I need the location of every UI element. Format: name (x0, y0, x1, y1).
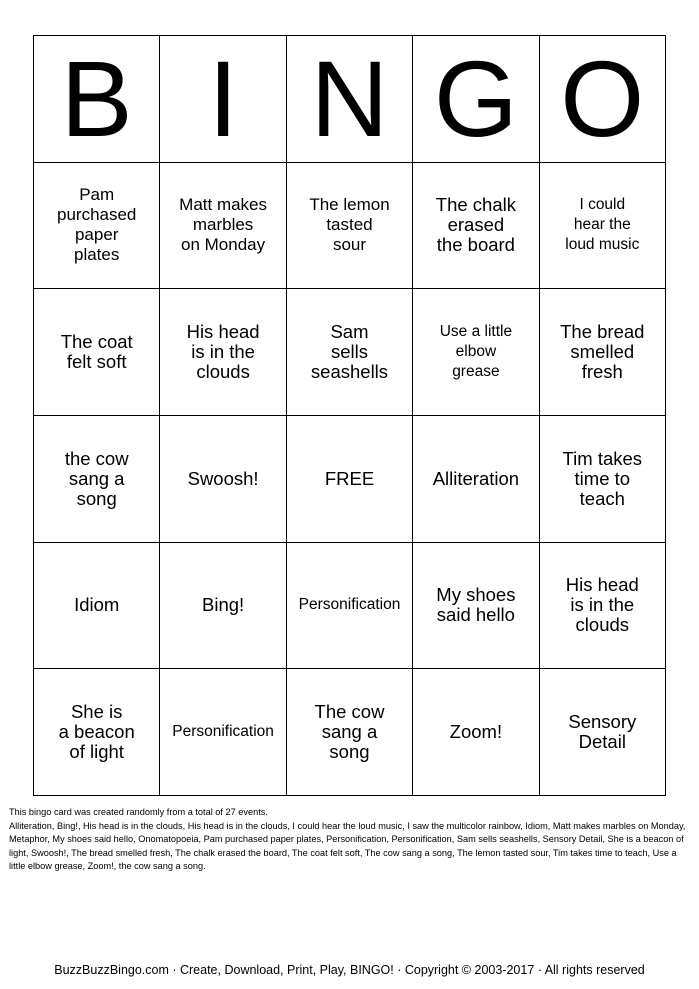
header-letter-g: G (413, 36, 539, 163)
bingo-cell: Zoom! (413, 669, 539, 796)
bingo-cell: Idiom (34, 543, 160, 670)
copyright-footer: BuzzBuzzBingo.com · Create, Download, Print, Play, BINGO! · Copyright © 2003-2017 · All rights reserved (54, 963, 645, 977)
bingo-cell: Matt makes marbles on Monday (160, 163, 286, 290)
bingo-cell: His head is in the clouds (540, 543, 666, 670)
bingo-card (33, 35, 666, 796)
bingo-cell: I could hear the loud music (540, 163, 666, 290)
bingo-cell: His head is in the clouds (160, 289, 286, 416)
event-notes (9, 806, 691, 874)
bingo-cell: Sensory Detail (540, 669, 666, 796)
bingo-cell: The chalk erased the board (413, 163, 539, 290)
free-space: FREE (287, 416, 413, 543)
bingo-cell: Pam purchased paper plates (34, 163, 160, 290)
bingo-cell: Swoosh! (160, 416, 286, 543)
notes-event-list: Alliteration, Bing!, His head is in the clouds, His head is in the clouds, I could hear the loud music, I saw the multicolor rainbow, Idiom, Matt makes marbles on Monday, Metaphor, My shoes said hello, Onomatopoeia, Pam purchased paper plates, Personification, Personification, Sam sells seashells, Sensory Detail, She is a beacon of light, Swoosh!, The bread smelled fresh, The chalk erased the board, The coat felt soft, The cow sang a song, The lemon tasted sour, Tim takes time to teach, Use a little elbow grease, Zoom!, the cow sang a song. (9, 820, 686, 871)
bingo-cell: Personification (287, 543, 413, 670)
bingo-cell: My shoes said hello (413, 543, 539, 670)
bingo-cell: The coat felt soft (34, 289, 160, 416)
bingo-cell: The lemon tasted sour (287, 163, 413, 290)
bingo-cell: Tim takes time to teach (540, 416, 666, 543)
bingo-cell: Sam sells seashells (287, 289, 413, 416)
bingo-cell: the cow sang a song (34, 416, 160, 543)
bingo-cell: She is a beacon of light (34, 669, 160, 796)
bingo-cell: The bread smelled fresh (540, 289, 666, 416)
bingo-cell: Alliteration (413, 416, 539, 543)
bingo-cell: Personification (160, 669, 286, 796)
header-letter-n: N (287, 36, 413, 163)
header-letter-o: O (540, 36, 666, 163)
bingo-cell: The cow sang a song (287, 669, 413, 796)
header-letter-b: B (34, 36, 160, 163)
notes-intro: This bingo card was created randomly from a total of 27 events. (9, 807, 268, 817)
bingo-cell: Use a little elbow grease (413, 289, 539, 416)
bingo-cell: Bing! (160, 543, 286, 670)
header-letter-i: I (160, 36, 286, 163)
